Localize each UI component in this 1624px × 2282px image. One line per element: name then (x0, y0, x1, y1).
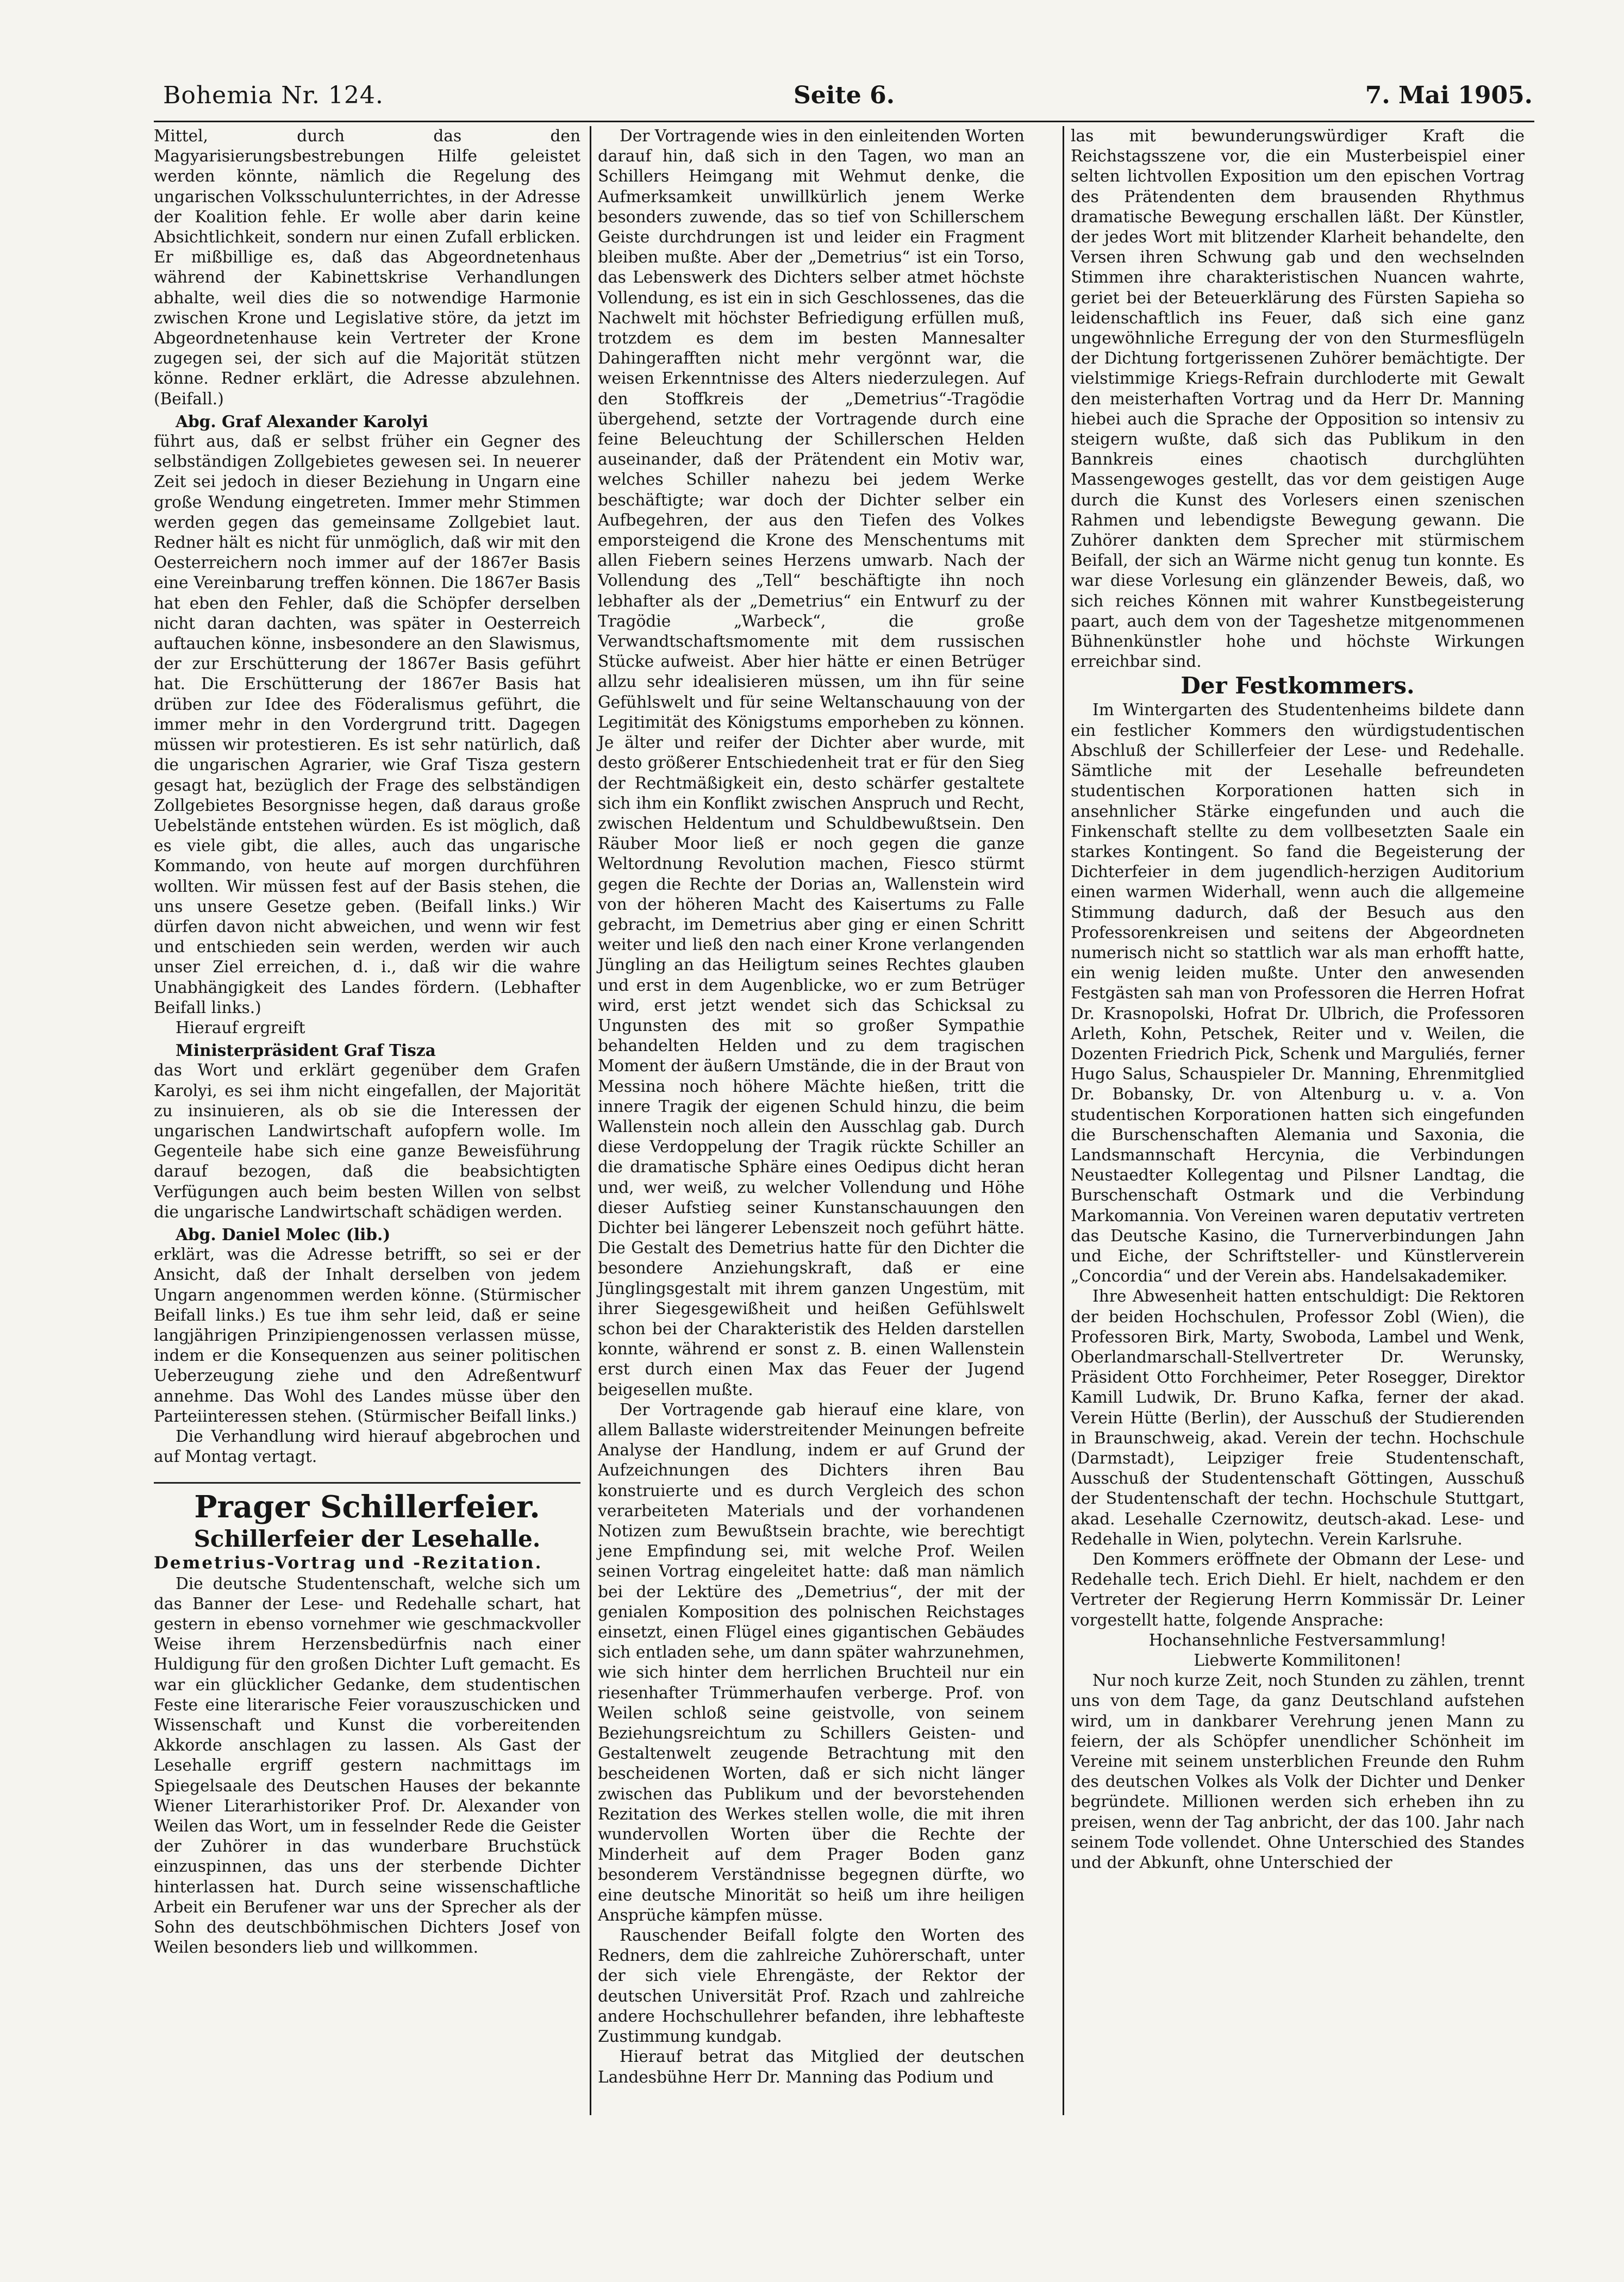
col1-paragraph-1: Mittel, durch das den Magyarisierungsbestrebungen Hilfe geleistet werden könnte, nämlich die Regelung des ungarischen Volksschulunterrichtes, in der Adresse der Koalition fehle. Er wolle aber darin keine Absichtlichkeit, sondern nur einen Zufall erblicken. Er mißbillige es, daß das Abgeordnetenhaus während der Kabinettskrise Verhandlungen abhalte, weil dies die so notwendige Harmonie zwischen Krone und Legislative störe, da jetzt im Abgeordnetenhause kein Vertreter der Krone zugegen sei, der sich auf die Majorität stützen könne. Redner erklärt, die Adresse abzulehnen. (Beifall.) (154, 127, 580, 408)
col2-paragraph-1: Der Vortragende wies in den einleitenden Worten darauf hin, daß sich in den Tagen, wo man an Schillers Heimgang mit Wehmut denke, die Aufmerksamkeit unwillkürlich jenem Werke besonders zuwende, das so tief von Schillerschem Geiste durchdrungen ist und leider ein Fragment bleiben mußte. Aber der „Demetrius“ ist ein Torso, das Lebenswerk des Dichters selber atmet höchste Vollendung, es ist ein in sich Geschlossenes, das die Nachwelt mit höchster Befriedigung erfüllen muß, trotzdem es dem im besten Mannesalter Dahingerafften nicht mehr vergönnt war, die weisen Erkenntnisse des Alters niederzulegen. Auf den Stoffkreis der „Demetrius“-Tragödie übergehend, setzte der Vortragende durch eine feine Beleuchtung der Schillerschen Helden auseinander, daß der Prätendent ein Motiv war, welches Schiller nahezu bei jedem Werke beschäftigte; war doch der Dichter selber ein Aufbegehren, der aus den Tiefen des Volkes emporsteigend die Krone des Menschentums mit allen Fiebern seines Herzens umwarb. Nach der Vollendung des „Tell“ beschäftigte ihn noch lebhafter als der „Demetrius“ ein Entwurf zu der Tragödie „Warbeck“, die große Verwandtschaftsmomente mit dem russischen Stücke aufweist. Aber hier hätte er einen Betrüger allzu sehr idealisieren müssen, um ihn für seine Gefühlswelt und für seine Weltanschauung von der Legitimität des Königstums emporheben zu können. Je älter und reifer der Dichter aber wurde, mit desto größerer Entschiedenheit trat er für den Sieg der Rechtmäßigkeit ein, desto schärfer gestaltete sich ihm ein Konflikt zwischen Anspruch und Recht, zwischen Heldentum und Schuldbewußtsein. Den Räuber Moor ließ er noch gegen die ganze Weltordnung Revolution machen, Fiesco stürmt gegen die Rechte der Dorias an, Wallenstein wird von der höheren Macht des Kaisertums zu Falle gebracht, im Demetrius aber ging er einen Schritt weiter und ließ den nach einer Krone verlangenden Jüngling an das Heiligtum seines Rechtes glauben und erst in dem Augenblicke, wo er zum Betrüger wird, erst jetzt wendet sich das Schicksal zu Ungunsten des mit so großer Sympathie behandelten Helden und zu dem tragischen Moment der äußern Umstände, die in der Braut von Messina noch höhere Mächte hießen, tritt die innere Tragik der eigenen Schuld hinzu, die beim Wallenstein noch allein den Ausschlag gab. Durch diese Verdoppelung der Tragik rückte Schiller an die dramatische Sphäre eines Oedipus dicht heran und, wer weiß, zu welcher Vollendung und Höhe dieser Aufstieg seiner Kunstanschauungen den Dichter bei längerer Lebenszeit noch geführt hätte. Die Gestalt des Demetrius hatte für den Dichter die besondere Anziehungskraft, daß er eine Jünglingsgestalt mit ihrem ganzen Ungestüm, mit ihrer Siegesgewißheit und heißen Gefühlswelt schon bei der Charakteristik des Helden darstellen konnte, während er sonst z. B. einen Wallenstein erst durch einen Max das Feuer der Jugend beigesellen mußte. (598, 127, 1025, 1399)
col3-paragraph-5: Nur noch kurze Zeit, noch Stunden zu zählen, trennt uns von dem Tage, da ganz Deutschland aufstehen wird, um in dankbarer Verehrung jenen Mann zu feiern, der als Schöpfer unendlicher Schönheit im Vereine mit seinem unsterblichen Freunde den Ruhm des deutschen Volkes als Volk der Dichter und Denker begründete. Millionen werden sich erheben ihn zu preisen, wenn der Tag anbricht, der das 100. Jahr nach seinem Tode vollendet. Ohne Unterschied des Standes und der Abkunft, ohne Unterschied der (1071, 1671, 1525, 1872)
col1-paragraph-7: Die deutsche Studentenschaft, welche sich um das Banner der Lese- und Redehalle schart, hat gestern in ebenso vornehmer wie geschmackvoller Weise ihrem Herzensbedürfnis nach einer Huldigung für den großen Dichter Luft gemacht. Es war ein glücklicher Gedanke, dem studentischen Feste eine literarische Feier vorauszuschicken und Wissenschaft und Kunst die vorbereitenden Akkorde anschlagen zu lassen. Als Gast der Lesehalle ergriff gestern nachmittags im Spiegelsaale des Deutschen Hauses der bekannte Wiener Literarhistoriker Prof. Dr. Alexander von Weilen das Wort, um in fesselnder Rede die Geister der Zuhörer in das wunderbare Bruchstück einzuspinnen, das uns der sterbende Dichter hinterlassen hat. Durch seine wissenschaftliche Arbeit ein Berufener war uns der Sprecher als der Sohn des deutschböhmischen Dichters Josef von Weilen besonders lieb und willkommen. (154, 1574, 580, 1957)
column-divider-3 (1063, 126, 1064, 2115)
header-page-number: Seite 6. (794, 82, 895, 109)
col1-paragraph-3: Hierauf ergreift (176, 1018, 305, 1037)
address-line-1: Hochansehnliche Festversammlung! (1148, 1630, 1447, 1649)
col2-paragraph-2: Der Vortragende gab hierauf eine klare, von allem Ballaste widerstreitender Meinungen befreite Analyse der Handlung, indem er auf Grund der Aufzeichnungen des Dichters ihren Bau konstruierte und es durch Vergleich des schon verarbeiteten Materials und der vorhandenen Notizen zum Bewußtsein brachte, wie berechtigt jene Empfindung sei, mit welche Prof. Weilen seinen Vortrag eingeleitet hatte: daß man nämlich bei der Lektüre des „Demetrius“, der mit der genialen Komposition des polnischen Reichstages einsetzt, einen Flügel eines gigantischen Gebäudes sich entladen sehe, um dann später wahrzunehmen, wie sich hinter dem herrlichen Bruchteil nur ein riesenhafter Trümmerhaufen verberge. Prof. von Weilen schloß seine geistvolle, von seinem Beziehungsreichtum zu Schillers Geisten- und Gestaltenwelt zeugende Betrachtung mit den bescheidenen Worten, daß er sich nicht länger zwischen das Publikum und der bevorstehenden Rezitation des Werkes stellen wolle, die mit ihren wundervollen Worten über die Rechte der Minderheit auf dem Prager Boden ganz besonderem Verständnisse begegnen dürfte, wo eine deutsche Minorität so heiß um ihre heiligen Ansprüche kämpfen müsse. (598, 1400, 1025, 1924)
col3-paragraph-4: Den Kommers eröffnete der Obmann der Lese- und Redehalle tech. Erich Diehl. Er hielt, nachdem er den Vertreter der Regierung Herrn Kommissär Dr. Leiner vorgestellt hatte, folgende Ansprache: (1071, 1550, 1525, 1629)
col3-paragraph-1: las mit bewunderungswürdiger Kraft die Reichstagsszene vor, die ein Musterbeispiel einer selten lichtvollen Exposition um den epischen Vortrag des Prätendenten dem brausenden Rhythmus dramatische Bewegung erschallen läßt. Der Künstler, der jedes Wort mit blitzender Klarheit behandelte, den Versen ihren Schwung gab und den wechselnden Stimmen ihre charakteristischen Nuancen wahrte, geriet bei der Beteuerklärung des Fürsten Sapieha so leidenschaftlich ins Feuer, daß sich eine ganz ungewöhnliche Erregung der von den Sturmesflügeln der Dichtung fortgerissenen Zuhörer bemächtigte. Der vielstimmige Kriegs-Refrain durchloderte mit Gewalt den meisterhaften Vortrag und da Herr Dr. Manning hiebei auch die Sprache der Opposition so intensiv zu steigern wußte, daß sich das Publikum in den Bannkreis eines chaotisch durchglühten Massengewoges gestellt, das vor dem geistigen Auge durch die Kunst des Vorlesers einen szenischen Rahmen und lebendigste Bewegung gewann. Die Zuhörer dankten dem Sprecher mit stürmischem Beifall, der sich an Wärme nicht genug tun konnte. Es war diese Vorlesung ein glänzender Beweis, daß, wo sich reiches Können mit wahrer Kunstbegeisterung paart, auch dem von der Tageshetze mitgenommenen Bühnenkünstler hohe und höchste Wirkungen erreichbar sind. (1071, 127, 1525, 671)
column-3 (1071, 126, 1525, 1873)
col3-paragraph-3: Ihre Abwesenheit hatten entschuldigt: Die Rektoren der beiden Hochschulen, Professor Zobl (Wien), die Professoren Birk, Marty, Swoboda, Lambel und Wenk, Oberlandmarschall-Stellvertreter Dr. Werunsky, Präsident Otto Forchheimer, Peter Rosegger, Direktor Kamill Ludwik, Dr. Bruno Kafka, ferner der akad. Verein Hütte (Berlin), der Ausschuß der Studierenden in Braunschweig, akad. Verein der techn. Hochschule (Darmstadt), Leipziger freie Studentenschaft, Ausschuß der Studentenschaft Göttingen, Ausschuß der Studentenschaft der techn. Hochschule Stuttgart, akad. Lesehalle Czernowitz, deutsch-akad. Lese- und Redehalle in Wien, polytechn. Verein Karlsruhe. (1071, 1287, 1525, 1548)
header-newspaper-issue: Bohemia Nr. 124. (163, 82, 384, 109)
header-rule (154, 121, 1534, 122)
col2-paragraph-3: Rauschender Beifall folgte den Worten des Redners, dem die zahlreiche Zuhörerschaft, unter der sich viele Ehrengäste, der Rektor der deutschen Universität Prof. Rzach und zahlreiche andere Hochschullehrer befanden, ihre lebhafteste Zustimmung kundgab. (598, 1926, 1025, 2046)
column-1 (154, 126, 580, 1958)
column-divider-1 (590, 126, 591, 2115)
col1-paragraph-6: Die Verhandlung wird hierauf abgebrochen und auf Montag vertagt. (154, 1427, 580, 1466)
section-rule (154, 1482, 580, 1484)
article-subtitle: Schillerfeier der Lesehalle. (193, 1525, 541, 1553)
column-2 (598, 126, 1025, 2087)
speaker-molec: Abg. Daniel Molec (lib.) (176, 1224, 391, 1244)
col1-paragraph-5: erklärt, was die Adresse betrifft, so sei er der Ansicht, daß der Inhalt derselben von jedem Ungarn angenommen werden könne. (Stürmischer Beifall links.) Es tue ihm sehr leid, daß er seine langjährigen Prinzipiengenossen verlassen müsse, indem er die Konsequenzen aus seiner politischen Ueberzeugung ziehe und den Adreßentwurf annehme. Das Wohl des Landes müsse über den Parteiinteressen stehen. (Stürmischer Beifall links.) (154, 1245, 580, 1426)
col2-paragraph-4: Hierauf betrat das Mitglied der deutschen Landesbühne Herr Dr. Manning das Podium und (598, 2047, 1025, 2086)
article-subhead: Demetrius-Vortrag und -Rezitation. (154, 1553, 543, 1573)
section-title-festkommers: Der Festkommers. (1180, 672, 1415, 699)
col1-paragraph-2: führt aus, daß er selbst früher ein Gegner des selbständigen Zollgebietes gewesen sei. In neuerer Zeit sei jedoch in dieser Beziehung in Ungarn eine große Wendung eingetreten. Immer mehr Stimmen werden gegen das gemeinsame Zollgebiet laut. Redner hält es nicht für unmöglich, daß wir mit den Oesterreichern noch immer auf der 1867er Basis eine Vereinbarung treffen können. Die 1867er Basis hat eben den Fehler, daß die Schöpfer derselben nicht daran dachten, was später in Oesterreich auftauchen könne, insbesondere an den Slawismus, der zur Erschütterung der 1867er Basis geführt hat. Die Erschütterung der 1867er Basis hat drüben zur Idee des Föderalismus geführt, die immer mehr in den Vordergrund tritt. Dagegen müssen wir protestieren. Es ist sehr natürlich, daß die ungarischen Agrarier, wie Graf Tisza gestern gesagt hat, bezüglich der Frage des selbständigen Zollgebietes Besorgnisse hegen, daß daraus große Uebelstände entstehen würden. Es ist möglich, daß es viele gibt, die alles, auch das ungarische Kommando, von heute auf morgen durchführen wollten. Wir müssen fest auf der Basis stehen, die uns unsere Gesetze geben. (Beifall links.) Wir dürfen davon nicht abweichen, und wenn wir fest und entschieden sein werden, werden wir auch unser Ziel erreichen, d. i., daß wir die wahre Unabhängigkeit des Landes fördern. (Lebhafter Beifall links.) (154, 432, 580, 1017)
speaker-karolyi: Abg. Graf Alexander Karolyi (176, 411, 428, 431)
header-date: 7. Mai 1905. (1365, 82, 1533, 109)
address-line-2: Liebwerte Kommilitonen! (1194, 1651, 1402, 1670)
speaker-tisza: Ministerpräsident Graf Tisza (176, 1041, 436, 1060)
col1-paragraph-4: das Wort und erklärt gegenüber dem Grafen Karolyi, es sei ihm nicht eingefallen, der Majorität zu insinuieren, als ob sie die Interessen der ungarischen Landwirtschaft aufopfern wolle. Im Gegenteile habe sich eine ganze Beweisführung darauf bezogen, daß die beabsichtigten Verfügungen auch beim besten Willen von selbst die ungarische Landwirtschaft schädigen werden. (154, 1061, 580, 1221)
article-title: Prager Schillerfeier. (194, 1489, 540, 1525)
page-header (163, 82, 1533, 120)
col3-paragraph-2: Im Wintergarten des Studentenheims bildete dann ein festlicher Kommers den würdigstudentischen Abschluß der Schillerfeier der Lese- und Redehalle. Sämtliche mit der Lesehalle befreundeten studentischen Korporationen hatten sich in ansehnlicher Stärke eingefunden und auch die Finkenschaft stellte zu dem vollbesetzten Saale ein starkes Kontingent. So fand die Begeisterung der Dichterfeier in dem jugendlich-herzigen Auditorium einen warmen Widerhall, wenn auch die allgemeine Stimmung dadurch, daß der Besuch aus den Professorenkreisen und seitens der Abgeordneten numerisch nicht so stattlich war als man erhofft hatte, ein wenig leiden mußte. Unter den anwesenden Festgästen sah man von Professoren die Herren Hofrat Dr. Krasnopolski, Hofrat Dr. Ulbrich, die Professoren Arleth, Kohn, Petschek, Reiter und v. Weilen, die Dozenten Friedrich Pick, Schenk und Marguliés, ferner Hugo Salus, Schauspieler Dr. Manning, Ehrenmitglied Dr. Bobansky, Dr. von Altenburg u. v. a. Von studentischen Korporationen hatten sich eingefunden die Burschenschaften Alemania und Saxonia, die Landsmannschaft Hercynia, die Verbindungen Neustaedter Kollegentag und Pilsner Landtag, die Burschenschaft Ostmark und die Verbindung Markomannia. Von Vereinen waren deputativ vertreten das Deutsche Kasino, die Turnerverbindungen Jahn und Eiche, der Schriftsteller- und Künstlerverein „Concordia“ und der Verein abs. Handelsakademiker. (1071, 701, 1525, 1286)
